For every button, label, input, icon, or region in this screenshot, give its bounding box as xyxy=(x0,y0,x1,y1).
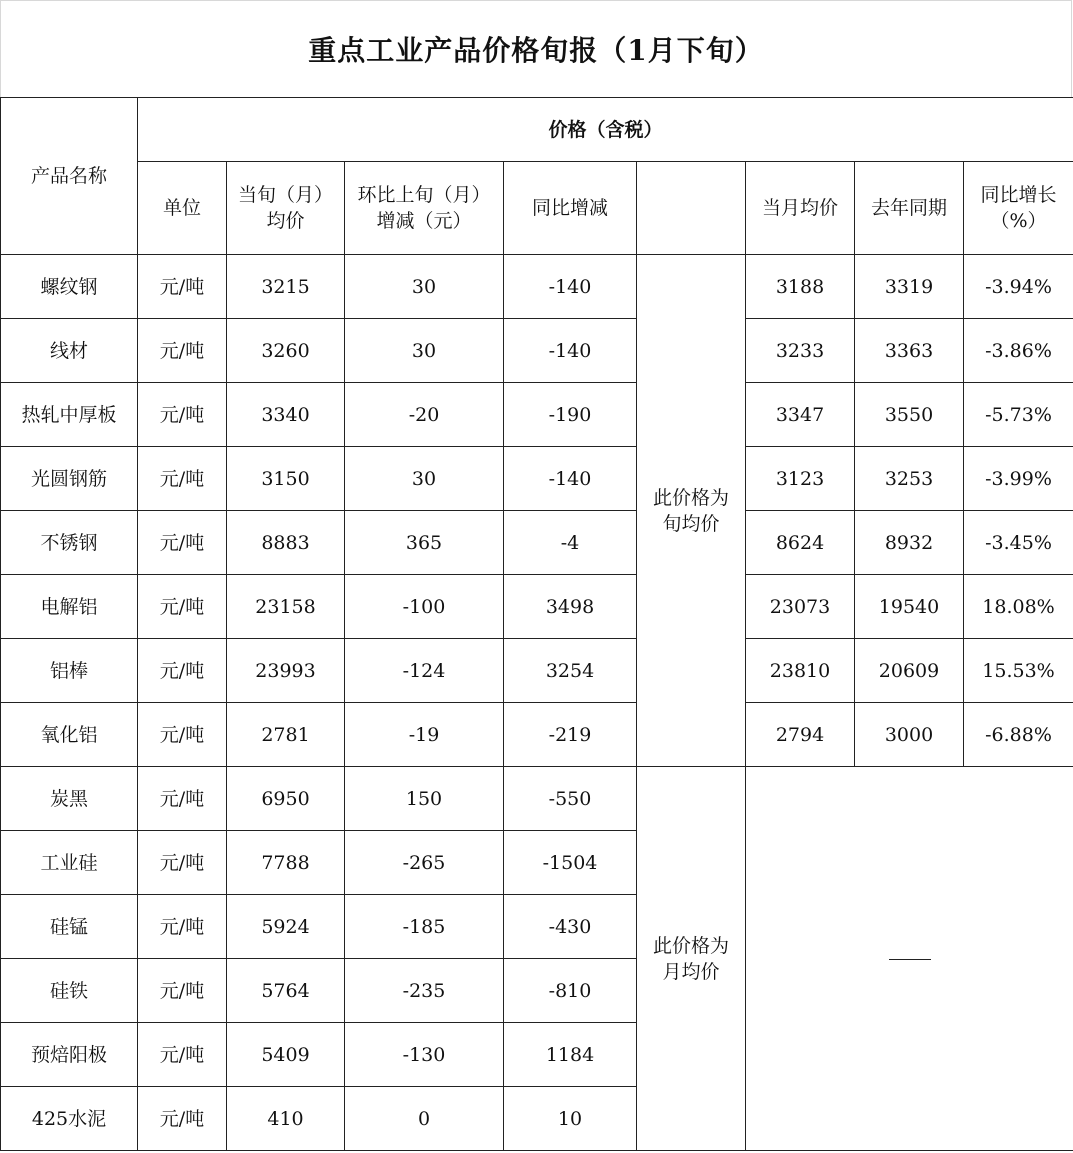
mom-change-cell: 30 xyxy=(345,319,504,383)
yoy-change-cell: -810 xyxy=(504,959,637,1023)
current-avg-cell: 8883 xyxy=(227,511,345,575)
unit-cell: 元/吨 xyxy=(138,959,227,1023)
month-avg-cell: 3123 xyxy=(746,447,855,511)
current-avg-cell: 23993 xyxy=(227,639,345,703)
yoy-change-cell: -550 xyxy=(504,767,637,831)
mom-change-cell: 365 xyxy=(345,511,504,575)
yoy-change-cell: -140 xyxy=(504,255,637,319)
current-avg-cell: 7788 xyxy=(227,831,345,895)
mom-change-cell: -130 xyxy=(345,1023,504,1087)
table-row xyxy=(1,767,1073,831)
mom-change-cell: -100 xyxy=(345,575,504,639)
header-month-avg: 当月均价 xyxy=(746,162,855,255)
current-avg-cell: 3260 xyxy=(227,319,345,383)
yoy-growth-cell: -3.45% xyxy=(964,511,1073,575)
current-avg-cell: 3340 xyxy=(227,383,345,447)
yoy-growth-cell: -3.99% xyxy=(964,447,1073,511)
header-yoy-change: 同比增减 xyxy=(504,162,637,255)
header-product-name: 产品名称 xyxy=(1,98,138,255)
yoy-change-cell: -430 xyxy=(504,895,637,959)
monthly-note-cell xyxy=(637,767,746,1151)
month-avg-cell: 3188 xyxy=(746,255,855,319)
current-avg-cell: 3150 xyxy=(227,447,345,511)
unit-cell: 元/吨 xyxy=(138,447,227,511)
mom-change-cell: -185 xyxy=(345,895,504,959)
report-title-box xyxy=(0,0,1072,97)
mom-change-cell: -235 xyxy=(345,959,504,1023)
mom-change-cell: -20 xyxy=(345,383,504,447)
table-row xyxy=(1,319,1073,383)
table-row xyxy=(1,639,1073,703)
dash-mark xyxy=(889,959,931,960)
last-year-cell: 3319 xyxy=(855,255,964,319)
monthly-note: 此价格为月均价 xyxy=(652,934,729,983)
unit-cell: 元/吨 xyxy=(138,767,227,831)
unit-cell: 元/吨 xyxy=(138,319,227,383)
ten-day-note-cell xyxy=(637,255,746,767)
current-avg-cell: 5924 xyxy=(227,895,345,959)
current-avg-cell: 23158 xyxy=(227,575,345,639)
unit-cell: 元/吨 xyxy=(138,383,227,447)
month-avg-cell: 3347 xyxy=(746,383,855,447)
yoy-growth-cell: -5.73% xyxy=(964,383,1073,447)
product-name-cell: 硅锰 xyxy=(1,895,138,959)
price-table xyxy=(0,97,1073,1151)
last-year-cell: 3253 xyxy=(855,447,964,511)
unit-cell: 元/吨 xyxy=(138,575,227,639)
header-yoy-growth: 同比增长（%） xyxy=(964,162,1073,255)
product-name-cell: 工业硅 xyxy=(1,831,138,895)
product-name-cell: 氧化铝 xyxy=(1,703,138,767)
month-avg-cell: 8624 xyxy=(746,511,855,575)
yoy-growth-cell: 18.08% xyxy=(964,575,1073,639)
product-name-cell: 硅铁 xyxy=(1,959,138,1023)
product-name-cell: 炭黑 xyxy=(1,767,138,831)
header-current-avg: 当旬（月）均价 xyxy=(227,162,345,255)
report-title: 重点工业产品价格旬报（1月下旬） xyxy=(308,34,764,67)
yoy-change-cell: 1184 xyxy=(504,1023,637,1087)
current-avg-cell: 410 xyxy=(227,1087,345,1151)
last-year-cell: 3363 xyxy=(855,319,964,383)
yoy-growth-cell: 15.53% xyxy=(964,639,1073,703)
last-year-cell: 3000 xyxy=(855,703,964,767)
unit-cell: 元/吨 xyxy=(138,639,227,703)
current-avg-cell: 6950 xyxy=(227,767,345,831)
product-name-cell: 电解铝 xyxy=(1,575,138,639)
month-avg-cell: 23073 xyxy=(746,575,855,639)
table-row xyxy=(1,703,1073,767)
yoy-growth-cell: -3.94% xyxy=(964,255,1073,319)
yoy-change-cell: -190 xyxy=(504,383,637,447)
last-year-cell: 19540 xyxy=(855,575,964,639)
current-avg-cell: 5409 xyxy=(227,1023,345,1087)
product-name-cell: 不锈钢 xyxy=(1,511,138,575)
mom-change-cell: 150 xyxy=(345,767,504,831)
unit-cell: 元/吨 xyxy=(138,1023,227,1087)
product-name-cell: 预焙阳极 xyxy=(1,1023,138,1087)
last-year-cell: 8932 xyxy=(855,511,964,575)
table-row xyxy=(1,255,1073,319)
not-applicable-cell xyxy=(746,767,1073,1151)
mom-change-cell: -19 xyxy=(345,703,504,767)
yoy-change-cell: -140 xyxy=(504,447,637,511)
header-blank xyxy=(637,162,746,255)
dash-text xyxy=(931,946,932,947)
yoy-change-cell: -4 xyxy=(504,511,637,575)
month-avg-cell: 2794 xyxy=(746,703,855,767)
unit-cell: 元/吨 xyxy=(138,511,227,575)
header-last-year: 去年同期 xyxy=(855,162,964,255)
yoy-change-cell: 10 xyxy=(504,1087,637,1151)
yoy-change-cell: 3254 xyxy=(504,639,637,703)
yoy-growth-cell: -3.86% xyxy=(964,319,1073,383)
current-avg-cell: 5764 xyxy=(227,959,345,1023)
mom-change-cell: 0 xyxy=(345,1087,504,1151)
month-avg-cell: 3233 xyxy=(746,319,855,383)
current-avg-cell: 3215 xyxy=(227,255,345,319)
yoy-change-cell: 3498 xyxy=(504,575,637,639)
yoy-change-cell: -140 xyxy=(504,319,637,383)
product-name-cell: 线材 xyxy=(1,319,138,383)
table-row xyxy=(1,511,1073,575)
current-avg-cell: 2781 xyxy=(227,703,345,767)
unit-cell: 元/吨 xyxy=(138,703,227,767)
mom-change-cell: -124 xyxy=(345,639,504,703)
product-name-cell: 425水泥 xyxy=(1,1087,138,1151)
mom-change-cell: -265 xyxy=(345,831,504,895)
last-year-cell: 20609 xyxy=(855,639,964,703)
header-mom-change: 环比上旬（月）增减（元） xyxy=(345,162,504,255)
product-name-cell: 热轧中厚板 xyxy=(1,383,138,447)
yoy-change-cell: -1504 xyxy=(504,831,637,895)
unit-cell: 元/吨 xyxy=(138,255,227,319)
header-unit: 单位 xyxy=(138,162,227,255)
product-name-cell: 光圆钢筋 xyxy=(1,447,138,511)
unit-cell: 元/吨 xyxy=(138,831,227,895)
mom-change-cell: 30 xyxy=(345,447,504,511)
month-avg-cell: 23810 xyxy=(746,639,855,703)
ten-day-note: 此价格为旬均价 xyxy=(652,486,729,535)
last-year-cell: 3550 xyxy=(855,383,964,447)
product-name-cell: 螺纹钢 xyxy=(1,255,138,319)
unit-cell: 元/吨 xyxy=(138,1087,227,1151)
table-row xyxy=(1,383,1073,447)
mom-change-cell: 30 xyxy=(345,255,504,319)
table-row xyxy=(1,575,1073,639)
table-row xyxy=(1,447,1073,511)
header-price-tax: 价格（含税） xyxy=(138,98,1073,162)
yoy-change-cell: -219 xyxy=(504,703,637,767)
unit-cell: 元/吨 xyxy=(138,895,227,959)
yoy-growth-cell: -6.88% xyxy=(964,703,1073,767)
product-name-cell: 铝棒 xyxy=(1,639,138,703)
